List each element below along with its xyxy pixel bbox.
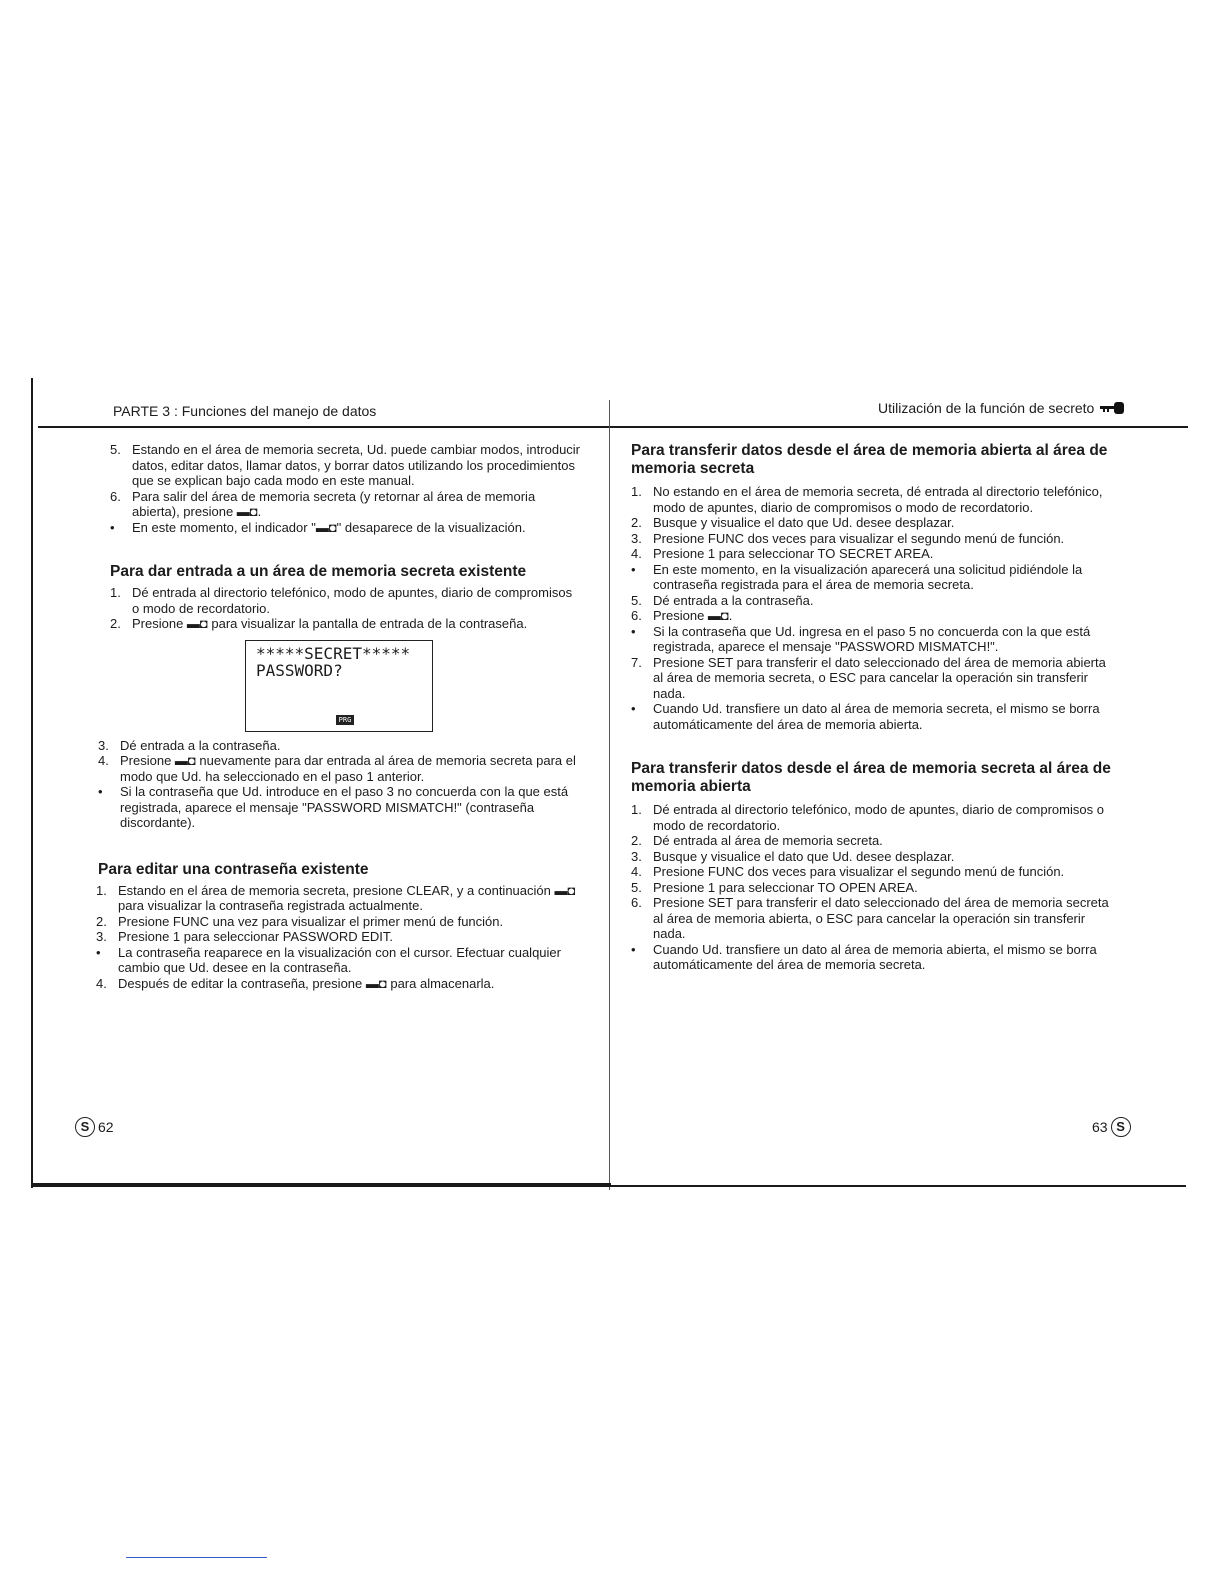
list-marker: • — [110, 519, 115, 535]
list-item — [631, 562, 1111, 593]
language-badge-left: S — [75, 1117, 95, 1137]
list-marker: 2. — [96, 913, 107, 929]
list-text: Presione FUNC una vez para visualizar el primer menú de función. — [118, 913, 504, 929]
list-item — [631, 593, 1111, 609]
list-item — [96, 976, 580, 992]
list-item — [631, 484, 1111, 515]
list-marker: • — [98, 784, 103, 799]
list-item — [110, 442, 580, 489]
list-text: Presione ▬◘ para visualizar la pantalla de entrada de la contraseña. — [132, 616, 528, 631]
list-text: Presione SET para transferir el dato seleccionado del área de memoria abierta al área de memoria secreta, o ESC para cancelar la operación sin transferir nada. — [653, 654, 1106, 701]
list-marker: 3. — [96, 929, 107, 944]
list-text: Presione FUNC dos veces para visualizar el segundo menú de función. — [653, 530, 1065, 546]
header-underline — [38, 426, 1188, 428]
edit-password-steps — [96, 883, 580, 992]
section-title-secret-to-open: Para transferir datos desde el área de memoria secreta al área de memoria abierta — [631, 760, 1111, 795]
enter-secret-steps-a — [110, 585, 580, 632]
list-item — [631, 895, 1111, 942]
list-marker: • — [631, 941, 636, 957]
open-to-secret-steps — [631, 484, 1111, 732]
list-marker: 6. — [631, 608, 642, 623]
section-title-edit-password: Para editar una contraseña existente — [98, 860, 369, 878]
lcd-screen — [245, 640, 433, 732]
list-item — [110, 489, 580, 520]
list-marker: 4. — [631, 864, 642, 879]
list-text: Presione ▬◘ nuevamente para dar entrada al área de memoria secreta para el modo que Ud. ha seleccionado en el paso 1 anterior. — [120, 753, 576, 784]
list-item — [631, 608, 1111, 624]
key-icon — [1100, 400, 1126, 416]
list-text: En este momento, el indicador "▬◘" desaparece de la visualización. — [132, 519, 526, 535]
list-item — [110, 585, 580, 616]
list-marker: 5. — [631, 879, 642, 895]
list-item — [631, 624, 1111, 655]
right-column — [631, 442, 1111, 973]
list-text: Si la contraseña que Ud. introduce en el paso 3 no concuerda con la que está registrada, aparece el mensaje "PASSWORD MISMATCH!" (contraseña discordante). — [120, 784, 569, 830]
bottom-rule-left — [31, 1183, 611, 1187]
list-item — [631, 864, 1111, 880]
list-text: En este momento, en la visualización aparecerá una solicitud pidiéndole la contraseña registrada para el área de memoria secreta. — [653, 561, 1083, 592]
list-marker: 4. — [631, 546, 642, 561]
list-marker: 1. — [631, 484, 642, 499]
center-fold-rule — [609, 400, 610, 1190]
list-text: No estando en el área de memoria secreta, dé entrada al directorio telefónico, modo de apuntes, diario de compromisos o modo de recordatorio. — [653, 484, 1103, 515]
list-marker: 3. — [631, 530, 642, 546]
list-text: Presione FUNC dos veces para visualizar el segundo menú de función. — [653, 864, 1065, 879]
list-text: Busque y visualice el dato que Ud. desee desplazar. — [653, 515, 955, 530]
list-item — [631, 546, 1111, 562]
list-text: Dé entrada al directorio telefónico, modo de apuntes, diario de compromisos o modo de recordatorio. — [653, 802, 1104, 833]
section-title-open-to-secret: Para transferir datos desde el área de memoria abierta al área de memoria secreta — [631, 442, 1108, 477]
list-marker: 5. — [631, 592, 642, 608]
lcd-line-2: PASSWORD? — [256, 660, 343, 680]
enter-secret-steps-b — [98, 738, 580, 831]
list-text: Cuando Ud. transfiere un dato al área de memoria secreta, el mismo se borra automáticamente del área de memoria abierta. — [653, 701, 1100, 732]
list-marker: 7. — [631, 654, 642, 670]
list-item — [631, 802, 1111, 833]
list-text: Presione ▬◘. — [653, 608, 733, 623]
list-marker: 2. — [631, 833, 642, 848]
list-marker: 4. — [96, 975, 107, 991]
right-page-number-text: 63 — [1092, 1119, 1108, 1135]
left-margin-rule — [31, 378, 33, 1188]
list-text: Si la contraseña que Ud. ingresa en el paso 5 no concuerda con la que está registrada, aparece el mensaje "PASSWORD MISMATCH!". — [653, 623, 1091, 654]
lcd-indicator: PRG — [336, 715, 354, 725]
list-text: Presione 1 para seleccionar TO OPEN AREA. — [653, 879, 918, 895]
page-footer-link-line — [126, 1557, 267, 1558]
list-item — [631, 531, 1111, 547]
list-text: Estando en el área de memoria secreta, Ud. puede cambiar modos, introducir datos, editar datos, llamar datos, y borrar datos utilizando los procedimientos que se explican bajo cada modo en este manual. — [132, 442, 581, 488]
list-item — [110, 520, 580, 536]
list-item — [96, 883, 580, 914]
list-text: Para salir del área de memoria secreta (y retornar al área de memoria abierta), presione ▬◘. — [132, 488, 536, 519]
list-item — [631, 880, 1111, 896]
list-text: Cuando Ud. transfiere un dato al área de memoria abierta, el mismo se borra automáticamente del área de memoria secreta. — [653, 941, 1097, 972]
section-title-enter-secret: Para dar entrada a un área de memoria secreta existente — [110, 563, 527, 580]
left-column — [96, 442, 581, 991]
list-marker: 3. — [631, 848, 642, 864]
list-marker: 5. — [110, 442, 121, 457]
list-marker: 6. — [110, 488, 121, 504]
list-item — [96, 929, 580, 945]
language-badge-right: S — [1111, 1117, 1131, 1137]
lcd-wrapper — [110, 632, 580, 738]
left-page-number — [75, 1117, 114, 1137]
list-marker: 6. — [631, 895, 642, 910]
list-item — [96, 945, 580, 976]
list-marker: 4. — [98, 753, 109, 768]
lcd-line-1: *****SECRET***** — [256, 643, 411, 663]
bottom-rule-right — [611, 1185, 1186, 1187]
list-marker: • — [631, 561, 636, 577]
list-text: Dé entrada al directorio telefónico, modo de apuntes, diario de compromisos o modo de recordatorio. — [132, 585, 573, 616]
list-text: Dé entrada al área de memoria secreta. — [653, 833, 883, 848]
list-item — [631, 833, 1111, 849]
list-marker: 1. — [110, 585, 121, 600]
list-text: Presione SET para transferir el dato seleccionado del área de memoria secreta al área de memoria abierta, o ESC para cancelar la operación sin transferir nada. — [653, 895, 1109, 941]
list-marker: • — [631, 701, 636, 716]
list-marker: • — [96, 944, 101, 960]
list-item — [110, 616, 580, 632]
list-item — [98, 753, 580, 784]
list-marker: 1. — [631, 802, 642, 817]
list-marker: 3. — [98, 737, 109, 753]
secret-to-open-steps — [631, 802, 1111, 973]
list-item — [631, 942, 1111, 973]
list-text: Presione 1 para seleccionar PASSWORD EDIT. — [118, 929, 394, 944]
left-page-number-text: 62 — [98, 1119, 114, 1135]
list-marker: 2. — [631, 515, 642, 530]
list-item — [98, 784, 580, 831]
list-item — [96, 914, 580, 930]
list-marker: 1. — [96, 882, 107, 898]
right-running-header — [878, 400, 1126, 416]
list-text: Presione 1 para seleccionar TO SECRET AREA. — [653, 546, 934, 561]
right-header-text: Utilización de la función de secreto — [878, 400, 1095, 416]
list-item — [631, 655, 1111, 702]
list-marker: 2. — [110, 616, 121, 631]
list-text: La contraseña reaparece en la visualización con el cursor. Efectuar cualquier cambio que Ud. desee en la contraseña. — [118, 944, 561, 975]
list-item — [631, 849, 1111, 865]
list-item — [631, 515, 1111, 531]
list-text: Estando en el área de memoria secreta, presione CLEAR, y a continuación ▬◘ para visualizar la contraseña registrada actualmente. — [118, 882, 576, 913]
list-marker: • — [631, 623, 636, 639]
left-running-header: PARTE 3 : Funciones del manejo de datos — [113, 403, 377, 419]
list-text: Dé entrada a la contraseña. — [653, 592, 814, 608]
list-item — [631, 701, 1111, 732]
intro-list — [110, 442, 580, 535]
right-page-number — [1092, 1117, 1131, 1137]
list-text: Busque y visualice el dato que Ud. desee desplazar. — [653, 848, 955, 864]
list-text: Después de editar la contraseña, presione ▬◘ para almacenarla. — [118, 975, 495, 991]
list-item — [98, 738, 580, 754]
list-text: Dé entrada a la contraseña. — [120, 737, 281, 753]
